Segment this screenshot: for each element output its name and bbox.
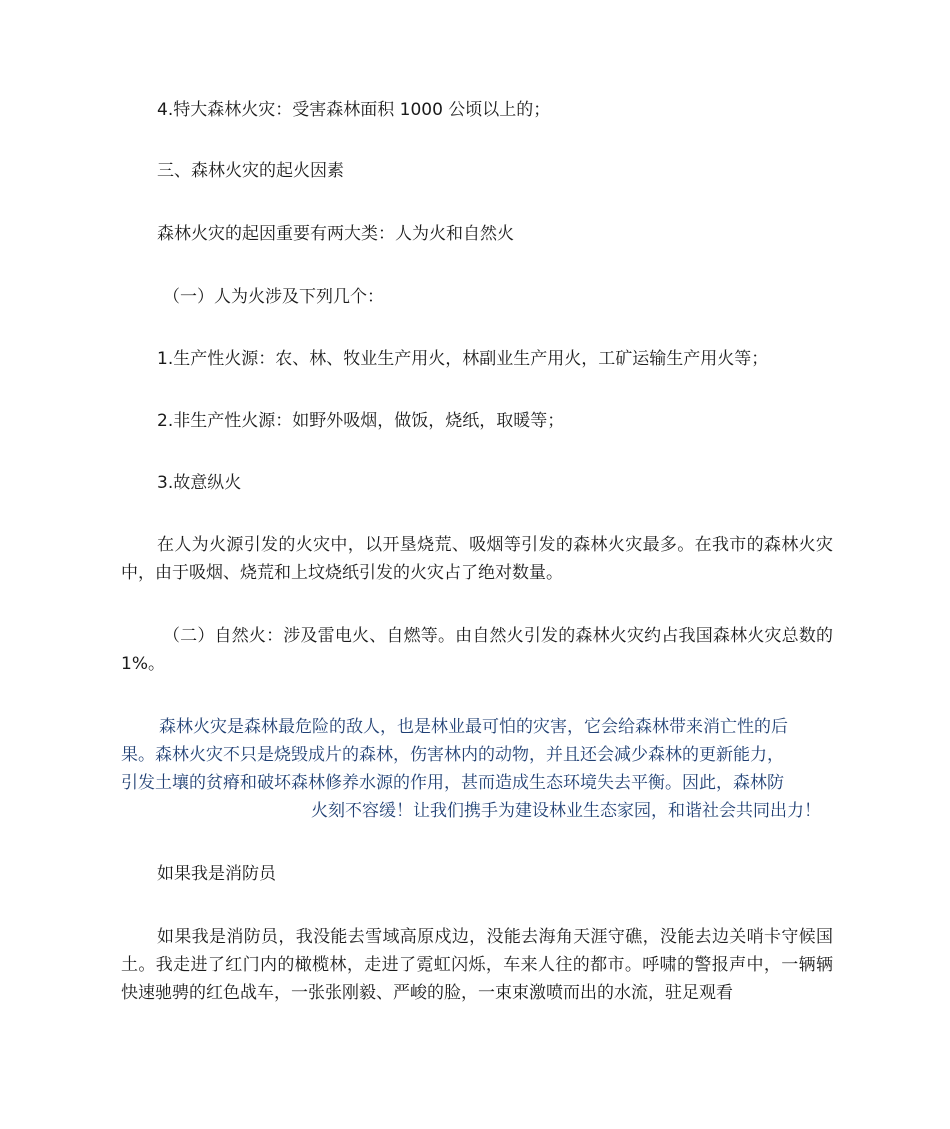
paragraph-natural-fire: （二）自然火：涉及雷电火、自燃等。由自然火引发的森林火灾约占我国森林火灾总数的 1%。: [121, 626, 833, 674]
essay-title: 如果我是消防员: [157, 864, 276, 884]
highlight-line: 果。森林火灾不只是烧毁成片的森林，伤害林内的动物，并且还会减少森林的更新能力，: [121, 745, 784, 765]
essay-body: 如果我是消防员，我没能去雪域高原戍边，没能去海角天涯守礁，没能去边关哨卡守候国土。我走进了红门内的橄榄林，走进了霓虹闪烁，车来人往的都市。呼啸的警报声中，一辆辆快速驰骋的红色战车，一张张刚毅、严峻的脸，一束束激喷而出的水流，驻足观看: [121, 927, 833, 1003]
paragraph-productive-fire-source: 1.生产性火源：农、林、牧业生产用火，林副业生产用火，工矿运输生产用火等；: [157, 349, 769, 369]
paragraph-arson: 3.故意纵火: [157, 473, 242, 493]
highlight-line: 火刻不容缓！让我们携手为建设林业生态家园，和谐社会共同出力！: [311, 801, 821, 821]
highlight-paragraph-fire-prevention: [121, 713, 833, 825]
highlight-line: 引发土壤的贫瘠和破坏森林修养水源的作用，甚而造成生态环境失去平衡。因此，森林防: [121, 773, 784, 793]
paragraph-human-fire-statistics: 在人为火源引发的火灾中，以开垦烧荒、吸烟等引发的森林火灾最多。在我市的森林火灾中，由于吸烟、烧荒和上坟烧纸引发的火灾占了绝对数量。: [121, 535, 833, 583]
paragraph-fire-grade-4: 4.特大森林火灾：受害森林面积 1000 公顷以上的；: [157, 100, 551, 120]
paragraph-nonproductive-fire-source: 2.非生产性火源：如野外吸烟，做饭，烧纸，取暖等；: [157, 411, 565, 431]
highlight-line: 森林火灾是森林最危险的敌人，也是林业最可怕的灾害，它会给森林带来消亡性的后: [159, 717, 788, 737]
subheading-human-fire: （一）人为火涉及下列几个：: [163, 287, 384, 307]
paragraph-causes-intro: 森林火灾的起因重要有两大类：人为火和自然火: [157, 224, 514, 244]
section-heading-fire-causes: 三、森林火灾的起火因素: [157, 161, 344, 181]
